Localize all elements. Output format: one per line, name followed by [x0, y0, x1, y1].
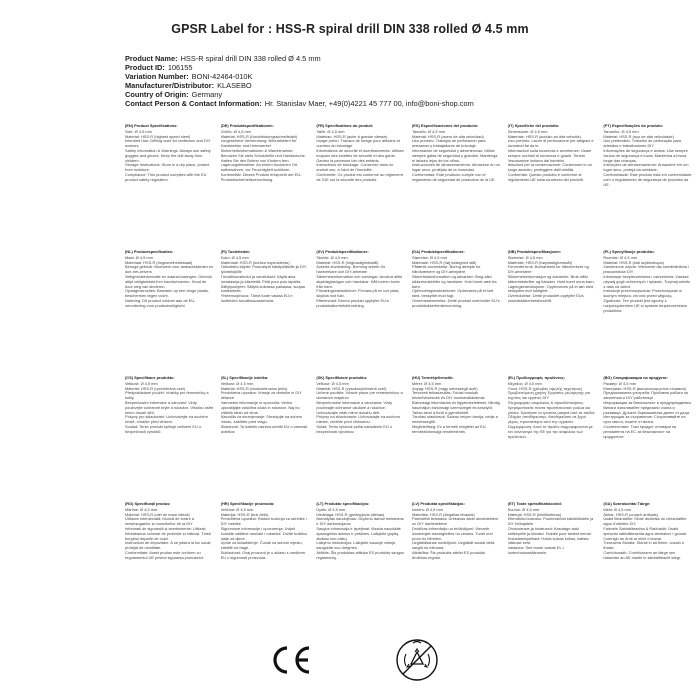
language-block [508, 124, 600, 244]
product-info-value: BONI-42464-010K [191, 72, 253, 82]
language-block-line: Atitiktis: Šis produktas atitinka ES produktų saugos reglamentą. [316, 549, 404, 560]
language-block-line: Skladnost: Ta izdelek ustreza uredbi EU o varnosti izdelkov. [220, 423, 308, 434]
ce-mark-icon [269, 644, 313, 676]
language-block [221, 376, 313, 496]
language-block-line: Medžiaga: HSS-R (greitapjovis plienas) [316, 511, 385, 517]
language-block-line: Informacje bezpieczeństwa i ostrzeżenia: Zawsze używaj gogli ochronnych i rękawic. Trzymaj wiertło z dala od dzieci. [603, 273, 691, 289]
language-block-line: Size: Ø 4.5 mm [125, 128, 152, 134]
language-block-heading: (PT) Especificações do produto: [603, 124, 663, 128]
language-block-line: Größe: Ø 4,5 mm [220, 128, 251, 134]
language-block-line: Méret: Ø 4,5 mm [411, 380, 442, 386]
language-block-line: Drošības informācija un brīdinājumi: Vienmēr izmantojiet aizsargbrilles un cimdus. Turiet urbi prom no bērniem. [411, 525, 493, 541]
language-block-line: Material: HSS-R (visokohitrostno jeklo) [220, 385, 288, 391]
language-block-line: Instrucciones de almacenamiento: Almacene en un lugar seco, protéjalo de la humedad. [411, 162, 501, 173]
language-block-line: Zgodność: Ten produkt jest zgodny z rozporządzeniem UE w sprawie bezpieczeństwa produktów. [603, 297, 687, 313]
language-block-line: Informații de siguranță și avertismente: Utilizați întotdeauna ochelari de protecție și mănuși. Țineți burghiul departe de copii. [125, 525, 211, 541]
language-block-line: Compliance: This product complies with the EU product safety regulation. [125, 171, 207, 182]
language-block-line: Safety Information & Warnings: Always use safety goggles and gloves. Keep the drill away from children. [125, 147, 211, 163]
product-info-value: Hr. Stanislav Maer, +49(0)4221 45 777 00, info@boni-shop.com [264, 99, 474, 109]
language-block-line: Material: HSS-R (aço de alta velocidade) [603, 133, 674, 139]
language-block-line: Předpokládané použití: Vrtačky pro řemeslníky a kutily [125, 390, 209, 401]
language-block-line: Ohutusteave ja hoiatused: Kasutage alati kaitseprille ja kindaid. Hoidke puur lastest eemal. [507, 525, 592, 536]
language-block-line: Intended Use: Drilling work for craftsmen and DIY workers [125, 138, 211, 149]
language-block-line: Overensstemmelse: Dette produkt overholder EU's produktsikkerhedsforordning. [411, 297, 500, 308]
language-block [508, 250, 600, 370]
product-info-row [125, 90, 685, 99]
language-block-line: Materiale: HSS-R (høyhastighetsstål) [507, 259, 572, 265]
language-block-line: Materiale: HSS-R (acciaio ad alta velocità) [507, 133, 581, 139]
language-block-line: Materiał: HSS-R (stal szybkotnąca) [603, 259, 664, 265]
language-block-line: Anyag: HSS-R (nagy sebességű acél) [411, 385, 478, 391]
language-block [508, 376, 600, 496]
language-block-line: Μέγεθος: Ø 4,5 mm [507, 380, 542, 386]
language-block-heading: (SV) Produktspecifikationer: [316, 250, 369, 254]
language-block-heading: (DA) Produktspecifikationer: [411, 250, 465, 254]
language-block-line: Dimensione: Ø 4,5 mm [507, 128, 548, 134]
language-block-line: Instruções de armazenamento: Armazene em um lugar seco, proteja da umidade. [603, 162, 689, 173]
language-block [412, 502, 504, 622]
language-block-line: Συμμόρφωση: Αυτό το προϊόν συμμορφώνεται με τον κανονισμό της ΕΕ για την ασφάλεια των προϊόντων. [507, 423, 593, 439]
language-block-line: Beoogd gebruik: Boorwerk voor ambachtslieden en doe-het-zelvers [125, 264, 214, 275]
language-block-heading: (FI) Tuotetiedot: [220, 250, 250, 254]
language-block-line: Utilizare intenționată: Muncă de forare a meșteșugarilor și muncitorilor de la DIY [125, 516, 194, 527]
language-block-line: Conformità: Questo prodotto è conforme al regolamento UE sulla sicurezza dei prodotti. [507, 171, 584, 182]
language-block-line: Material: HSS-R (höghastighetsstål) [316, 259, 379, 265]
language-block-line: Οδηγίες αποθήκευσης: Αποθηκεύστε σε ξηρό μέρος, προστατέψτε από την υγρασία. [507, 414, 586, 425]
product-info-label: Variation Number: [125, 72, 189, 82]
language-block-line: Πληροφορίες ασφαλείας & προειδοποιήσεις: Χρησιμοποιείτε πάντα προστατευτικά γυαλιά και γάντια. Κρατήστε το τρυπάνι μακριά από τα παιδιά. [507, 399, 596, 415]
language-block-line: Lagerungshinweise: An einem trockenen Ort aufbewahren, vor Feuchtigkeit schützen. [220, 162, 298, 173]
product-info-value: KLASEBO [217, 81, 252, 91]
product-info-value: HSS-R spiral drill DIN 338 rolled Ø 4.5 mm [180, 54, 321, 63]
language-block-line: Určené použitie: Vŕtacie práce pre remeselníkov a domácich majstrov [316, 390, 403, 401]
language-block-line: Rozmiar: Ø 4,5 mm [603, 254, 638, 260]
language-block-line: Materiaal: HSS-R (hogesnelheidsstaal) [125, 259, 193, 265]
language-block-heading: (FR) Spécifications du produit: [316, 124, 374, 128]
language-block-line: Opbevaringsinstruktioner: Opbevares på et tørt sted, beskyttet mod fugt. [411, 288, 494, 299]
language-block-line: Opslaginstructies: Bewaren op een droge plaats, beschermen tegen vocht. [125, 288, 209, 299]
language-block-line: Materiál: HSS-R (rychlořezná ocel) [125, 385, 186, 391]
language-block-heading: (BG) Спецификации на продукта: [603, 376, 668, 380]
language-block-line: Predviđena uporaba: Radovi bušenja za obrtnike i DIY radnike [220, 516, 307, 527]
language-block-line: Izmērs: Ø 4,5 mm [411, 506, 443, 512]
language-block-line: Veľkosť: Ø 4,5 mm [316, 380, 349, 386]
language-block-heading: (GA) Sonraíochtaí Táirge: [603, 502, 651, 506]
language-block-line: Material: HSS-R (highest speed steel) [125, 133, 191, 139]
language-block-line: Informações de segurança e avisos: Use sempre óculos de segurança e luvas. Mantenha a broca longe das crianças. [603, 147, 688, 163]
no-household-waste-recycle-icon [394, 637, 440, 683]
language-block-line: Veiligheidsinformatie en waarschuwingen: Gebruik altijd veiligheidsbril en handschoenen. Houd de boor weg van kinderen. [125, 273, 212, 289]
language-block-line: Overholdelse: Dette produktet oppfyller EUs produktsikkerhetsforskrift. [507, 293, 584, 303]
language-block-line: Säilytysohjeet: Säilytä kuivassa paikassa, suojaa kosteudelta. [220, 283, 305, 294]
language-block-heading: (EL) Προδιαγραφές προϊόντος: [507, 376, 566, 380]
language-block-line: Konformität: Dieses Produkt entspricht der EU-Produktsicherheitsverordnung. [220, 171, 302, 182]
language-block-line: Súlad: Tento výrobok spĺňa nariadenie EÚ o bezpečnosti výrobkov. [316, 423, 392, 434]
product-info-label: Contact Person & Contact Information: [125, 99, 262, 109]
language-block-line: Tamaño: Ø 4,5 mm [411, 128, 446, 134]
language-block-heading: (DE) Produktspezifikationen: [220, 124, 274, 128]
language-block-line: Material: HSS-R (oțel de mare viteză) [125, 511, 190, 517]
language-block [316, 376, 408, 496]
language-block [603, 124, 695, 244]
language-block-line: Material: HSS-R (Hochleistungsschnellstahl) [220, 133, 298, 139]
language-block-line: Sukladnost: Ovaj proizvod je u skladu s uredbom EU o sigurnosti proizvoda. [220, 549, 305, 560]
language-block-line: Navodila za shranjevanje: Shranjujte na suhem mestu, zaščitite pred vlago. [220, 414, 302, 425]
language-block-line: Saugos informacija ir įspėjimai: Visada naudokite apsauginius akinius ir pirštines. Laikykite grąžtą atokiau nuo vaikų. [316, 525, 401, 541]
language-block-line: Zamierzone użycie: Wiercenie dla rzemieślników i pracowników DIY [603, 264, 690, 275]
language-block-line: Laikymo instrukcijos: Laikykite sausoje vietoje, saugokite nuo drėgmės. [316, 540, 397, 551]
language-block-line: Predvidena uporaba: Vrtanje za obrtnike in DIY delavce [220, 390, 302, 401]
language-block-line: Biztonsági információk és figyelmeztetések: Mindig használjon biztonsági szemüveget és kesztyűt. Tartsa távol a fúrót a gyerekektől. [411, 399, 500, 415]
language-block-line: Materiale: HSS-R (høj hastighed stål) [411, 259, 477, 265]
language-block-line: Tarkoitettu käyttö: Poraustyöt käsityöläisille ja DIY-työntekijöille [220, 264, 308, 275]
language-block-heading: (SL) Specifikacije izdelka: [220, 376, 269, 380]
product-info [125, 54, 685, 109]
language-block-heading: (HU) Termékjellemzők: [411, 376, 454, 380]
language-block-heading: (PL) Specyfikacje produktu: [603, 250, 655, 254]
language-block-line: Comhlíonadh: Comhlíonann an táirge seo rialachán an AE maidir le sábháilteacht táirgí. [603, 549, 682, 560]
language-block-heading: (IT) Specifiche del prodotto: [507, 124, 560, 128]
language-block-line: Lagringsinstruksjoner: Oppbevares på et tørt sted, beskyttes mot fuktighet. [507, 283, 595, 294]
language-block-line: Instructions de stockage: Conserver dans un endroit sec, à l'abri de l'humidité. [316, 162, 394, 173]
language-block-line: Efterlevnad: Denna produkt uppfyller EU:s produktsäkerhetsförordning. [316, 297, 389, 308]
language-block-line: Conformitate: Acest produs este conform cu regulamentul UE privind siguranța produselor. [125, 549, 204, 560]
language-block [316, 502, 408, 622]
language-block-line: Koko: Ø 4,5 mm [220, 254, 249, 260]
language-block-line: Påtænkt anvendelse: Boring arbejde for håndværkere og DIY-arbejdere [411, 264, 481, 275]
language-block-line: Uso previsto: Lavori di perforazione per artigiani e lavoratori fai da te [507, 138, 594, 149]
language-block [125, 376, 217, 496]
language-block-line: Размер: Ø 4,5 mm [603, 380, 636, 386]
language-block-line: Instrucțiuni de depozitare: A se păstra la loc uscat, protejat de umiditate. [125, 540, 212, 551]
language-block [603, 250, 695, 370]
language-block [412, 250, 504, 370]
language-block-line: Bezpečnostní informace a varování: Vždy používejte ochranné brýle a rukavice. Vrtačku držte mimo dosah dětí. [125, 399, 214, 415]
language-block-line: Hoiustamisjuhised: Hoida kuivas kohas, kaitsta niiskuse eest. [507, 535, 589, 546]
language-block-line: Uzglabāšanas norādījumi: Uzglabāt sausā vietā, sargāt no mitruma. [411, 540, 496, 551]
product-info-row [125, 81, 685, 90]
language-block-line: Tárolási utasítások: Száraz helyen tárolja, védje a nedvességtől. [411, 414, 498, 425]
language-block [221, 124, 313, 244]
product-info-value: Germany [191, 90, 223, 100]
language-block-line: Vorgesehene Verwendung: Bohrarbeiten für Handwerker und Heimwerker [220, 138, 297, 149]
language-block-heading: (EN) Product Specifications: [125, 124, 178, 128]
language-block-line: Säkerhetsinformation och varningar: Använd alltid skyddsglasögon och handskar. Håll borren borta från barn. [316, 273, 402, 289]
product-info-label: Manufacturer/Distributor: [125, 81, 215, 91]
language-block-line: Varnostne informacije in opozorila: Vedno uporabljajte zaščitna očala in rokavice. Naj bo vrtalnik stran od otrok. [220, 399, 300, 415]
language-block-line: Materiāls: HSS-R (ātrgaitas tērauds) [411, 511, 475, 517]
language-block-line: Conformidad: Este producto cumple con el reglamento de seguridad de productos de la UE. [411, 171, 496, 182]
language-block-line: Materiál: HSS-R (vysokorýchlostná oceľ) [316, 385, 387, 391]
language-block-line: Uso pretendido: Trabalho de perfuração para artesãos e trabalhadores DIY [603, 138, 681, 149]
language-block [508, 502, 600, 622]
language-block-line: Taille: Ø 4,5 mm [316, 128, 345, 134]
language-block-line: Mărime: Ø 4,5 mm [125, 506, 158, 512]
language-block-line: Предназначена употреба: Пробивни работи за занаятчии и DIY работници [603, 390, 688, 401]
language-block-heading: (HR) Specifikacije proizvoda: [220, 502, 275, 506]
language-block-line: Sicherheitsinformationen & Warnhinweise: Benutzen Sie stets Schutzbrille und Handschuhe. Halten Sie den Bohrer von Kindern fern. [220, 147, 306, 163]
language-block-line: Vastavus: See toode vastab EL-i tooteohutusmäärusele. [507, 545, 564, 555]
language-block-line: Pokyny pro skladování: Uchovávejte na suchém místě, chraňte před vlhkem. [125, 414, 208, 425]
language-block-line: Størrelse: Ø 4,5 mm [507, 254, 543, 260]
language-block-line: Megfelelőség: Ez a termék megfelel az EU termékbiztonsági rendeletének. [411, 423, 486, 434]
language-block [412, 376, 504, 496]
language-block-line: Naleving: Dit product voldoet aan de EU-verordening voor productveiligheid. [125, 297, 196, 308]
language-block [125, 250, 217, 370]
language-block-line: Información de seguridad y advertencias: Utilice siempre gafas de seguridad y guantes. Mantenga el taladro lejos de los niños. [411, 147, 498, 163]
language-block-line: Soulad: Tento produkt splňuje nařízení EU o bezpečnosti výrobků. [125, 423, 202, 434]
language-block-line: Materijal: HSS-R (brzi čelik) [220, 511, 269, 517]
language-block-line: Uso previsto: Trabajos de perforación para artesanos y trabajadores de bricolaje [411, 138, 486, 149]
language-block-line: Usage prévu: Travaux de forage pour artisans et ouvriers du bricolage [316, 138, 400, 149]
language-block-line: Съответствие: Този продукт отговаря на регламента на ЕС за безопасност на продуктите. [603, 423, 677, 439]
language-block-line: Ábhar: HSS-R (cruach ardluais) [603, 511, 659, 517]
language-block-line: Numatytas naudojimas: Gręžimo darbai meistrams ir DIY darbuotojams [316, 516, 404, 527]
language-block-line: Faisnéis Sábháilteachta & Rabhaidh: Úsáid spéaclaí sábháilteachta agus lámhainní i gcónaí. Coinnigh an druil ar shiúl ó leanaí. [603, 525, 688, 541]
language-block-line: Dydis: Ø 4,5 mm [316, 506, 346, 512]
language-block-line: Treoracha Stórála: Stóráil in áit thirim, cosain ó thaise. [603, 540, 685, 551]
language-block-line: Úsáid Beartaithe: Obair druileála do cheardaithe agus d'oibrithe DIY [603, 516, 687, 527]
language-block [221, 502, 313, 622]
product-info-row [125, 99, 685, 108]
language-block-heading: (CS) Specifikace produktu: [125, 376, 175, 380]
product-info-label: Product ID: [125, 63, 165, 73]
language-block [125, 124, 217, 244]
language-block-line: Avsedd användning: Borrning arbete för hantverkare och DIY-arbetare [316, 264, 386, 275]
language-block-line: Conformité: Ce produit est conforme au règlement de l'UE sur la sécurité des produits. [316, 171, 403, 182]
language-block-line: Størrelse: Ø 4,5 mm [411, 254, 448, 260]
language-block [125, 502, 217, 622]
language-block [603, 502, 695, 622]
language-block-line: Suurus: Ø 4,5 mm [507, 506, 540, 512]
language-block-line: Προβλεπόμενη χρήση: Εργασίες γεώτρησης για τεχνίτες και εργάτες DIY [507, 390, 591, 401]
language-block-line: Информация за безопасност и предупреждения: Винаги използвайте предпазни очила и ръкавици. Дръжте бормашината далеч от деца. [603, 399, 692, 415]
language-block-line: Upute za skladištenje: Čuvati na suhom mjestu, zaštititi od vlage. [220, 540, 303, 551]
product-info-value: 106155 [167, 63, 193, 73]
language-block-line: Material: HSS-R (acero de alta velocidad) [411, 133, 484, 139]
language-block-line: Informazioni sulla sicurezza e avvertenze: Usare sempre occhiali di sicurezza e guanti. Tenere l'escavatrice lontano dai bambini. [507, 147, 592, 163]
language-block-line: Turvallisuustiedot ja varoitukset: Käytä aina turvalaseja ja käsineitä. Pidä pora pois lapsilta. [220, 273, 302, 284]
language-block-line: Storage Instructions: Store in a dry place, protect from moisture. [125, 162, 210, 173]
language-block-line: Materjal: HSS-R (kiirlõiketeras) [507, 511, 562, 517]
language-block-line: Méid: Ø 4,5 mm [603, 506, 632, 512]
language-block-line: Материал: HSS-R (високоскоростна стомана) [603, 385, 686, 391]
language-block-line: Matériau: HSS-R (acier à grande vitesse) [316, 133, 388, 139]
language-block-line: Υλικό: HSS-R (χάλυβας υψηλής ταχύτητας) [507, 385, 583, 391]
language-block-heading: (NB) Produktspesifikasjoner: [507, 250, 562, 254]
language-block-line: Sikkerhedsinformation og advarsler: Brug altid sikkerhedsbriller og handsker. Hold boret væk fra børn. [411, 273, 497, 289]
product-info-label: Product Name: [125, 54, 178, 63]
language-block [603, 376, 695, 496]
language-block-heading: (NL) Productspecificaties: [125, 250, 174, 254]
language-block-line: Forventet bruk: Boreartbeid for håndverkere og DIY-arbeidere [507, 264, 589, 275]
language-block-line: Instrukcje przechowywania: Przechowywać w suchym miejscu, chronić przed wilgocią. [603, 288, 682, 299]
language-block-heading: (LV) Produkta specifikācijas: [411, 502, 465, 506]
language-block-line: Paredzētā lietošana: Urbšanas darbi amatniekiem un DIY darbiniekiem [411, 516, 499, 527]
language-block-heading: (ES) Especificaciones del producto: [411, 124, 479, 128]
language-block [412, 124, 504, 244]
product-info-label: Country of Origin: [125, 90, 189, 100]
language-block-line: Storlek: Ø 4,5 mm [316, 254, 348, 260]
language-block-heading: (LT) Produkto specifikacijos: [316, 502, 370, 506]
product-info-row [125, 72, 685, 81]
language-block-heading: (SK) Špecifikácie produktu: [316, 376, 368, 380]
language-block-line: Förvaringsinstruktioner: Förvara på en torr plats, skydda mot fukt. [316, 288, 400, 299]
compliance-marks [0, 637, 700, 687]
language-block [316, 250, 408, 370]
language-block-line: Istruzioni per la conservazione: Conservare in un luogo asciutto, proteggere dall'umidità. [507, 162, 592, 173]
product-info-row [125, 63, 685, 72]
language-block-line: Velikost: Ø 4,5 mm [125, 380, 158, 386]
language-block-line: Инструкции за съхранение: Съхранявайте на сухо място, пазете от влага. [603, 414, 686, 425]
language-block-line: Materiaali: HSS-R (korkea nopeusteräs) [220, 259, 290, 265]
language-block-line: Velikost: Ø 4,5 mm [220, 380, 254, 386]
language-block-line: Maat: Ø 4,5 mm [125, 254, 153, 260]
language-grid [125, 124, 695, 622]
language-block-line: Sigurnosne informacije i upozorenja: Uvijek koristite zaštitne naočale i rukavice. Držite bušilicu dalje od djece. [220, 525, 308, 541]
language-block-heading: (RO) Specificații produs: [125, 502, 171, 506]
language-block-line: Sikkerhetsinformasjon og advarsler: Bruk alltid sikkerhetsbriller og hansker. Hold boret unna barn. [507, 273, 595, 284]
product-info-row [125, 54, 685, 63]
language-block-line: Veličina: Ø 4,5 mm [220, 506, 254, 512]
language-block-line: Pokyny na skladovanie: Uchovávajte na suchom mieste, chráňte pred vlhkosťou. [316, 414, 400, 425]
language-block-line: Atbilstība: Šis produkts atbilst ES produktu drošības regulai. [411, 549, 486, 560]
language-block-heading: (ET) Toote spetsifikatsioonid: [507, 502, 563, 506]
language-block-line: Ettenähtud kasutus: Puurimistööd käsitöölistele ja DIY töötajatele [507, 516, 594, 527]
language-block [221, 250, 313, 370]
language-block [316, 124, 408, 244]
language-block-line: Informations de sécurité et avertissements: Utilisez toujours des lunettes de sécurité et des gants. Gardez la perceuse loin des enfants. [316, 147, 405, 163]
label-title: GPSR Label for : HSS-R spiral drill DIN 338 rolled Ø 4.5 mm [171, 22, 529, 36]
language-block-line: Conformidade: Este produto está em conformidade com o regulamento de segurança de produtos da UE. [603, 171, 692, 187]
language-block-line: Tamanho: Ø 4,5 mm [603, 128, 639, 134]
language-block-line: Tervezett felhasználás: Fúrási munkák kézműveseknek és DIY munkavállalóknak [411, 390, 485, 401]
language-block-line: Yhteensopivuus: Tämä tuote vastaa EU:n tuotteiden turvallisuusasetusta. [220, 293, 293, 303]
language-block-line: Bezpečnostné informácie a varovania: Vždy používajte ochranné okuliare a rukavice. Uchovávajte vrták mimo dosahu detí. [316, 399, 393, 415]
